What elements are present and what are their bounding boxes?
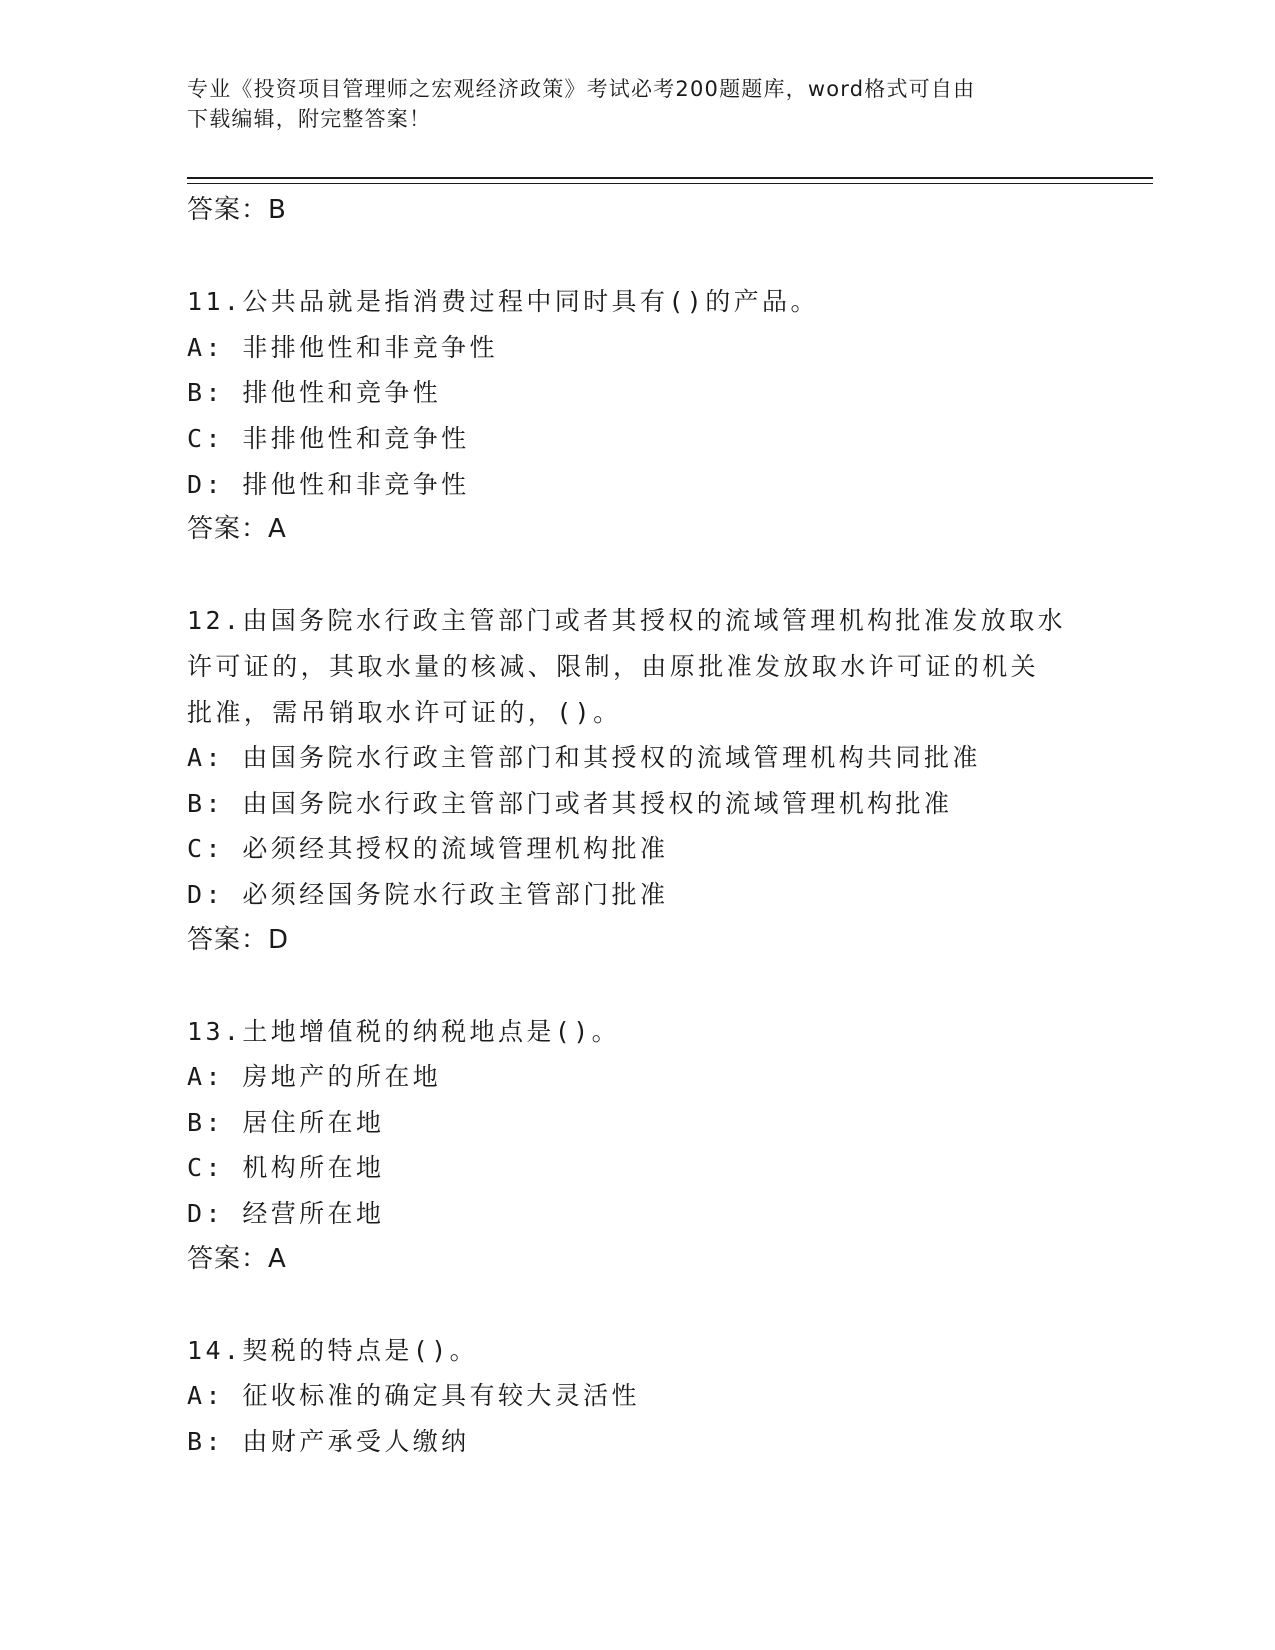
question-11 (187, 279, 1153, 553)
question-14 (187, 1328, 1153, 1465)
option-d: D: 经营所在地 (187, 1199, 385, 1229)
header-line-1: 专业《投资项目管理师之宏观经济政策》考试必考200题题库，word格式可自由 (187, 77, 976, 101)
option-b: B: 居住所在地 (187, 1107, 385, 1137)
question-text: 11.公共品就是指消费过程中同时具有()的产品。 (187, 287, 819, 317)
question-text: 13.土地增值税的纳税地点是()。 (187, 1016, 621, 1046)
option-a: A: 征收标准的确定具有较大灵活性 (187, 1381, 640, 1411)
question-text: 14.契税的特点是()。 (187, 1335, 479, 1365)
answer-line: 答案：A (187, 514, 287, 545)
option-b: B: 由国务院水行政主管部门或者其授权的流域管理机构批准 (187, 788, 953, 818)
option-c: C: 非排他性和竞争性 (187, 423, 470, 453)
answer-line: 答案：A (187, 1243, 287, 1274)
answer-line-prev: 答案：B (187, 195, 287, 225)
option-a: A: 非排他性和非竞争性 (187, 332, 498, 362)
spacer (187, 1282, 1153, 1328)
option-c: C: 必须经其授权的流域管理机构批准 (187, 834, 669, 864)
document-header (187, 74, 1087, 134)
question-list (187, 188, 1153, 1465)
header-divider-thin (187, 183, 1153, 184)
spacer (187, 963, 1153, 1009)
option-b: B: 排他性和竞争性 (187, 378, 442, 408)
spacer (187, 553, 1153, 599)
question-text-line-3: 批准，需吊销取水许可证的，()。 (187, 697, 622, 727)
answer-line: 答案：D (187, 924, 290, 955)
option-a: A: 由国务院水行政主管部门和其授权的流域管理机构共同批准 (187, 743, 981, 773)
question-13 (187, 1009, 1153, 1283)
option-b: B: 由财产承受人缴纳 (187, 1427, 470, 1457)
question-12 (187, 598, 1153, 963)
header-line-2: 下载编辑，附完整答案！ (187, 107, 432, 131)
option-a: A: 房地产的所在地 (187, 1062, 442, 1092)
option-d: D: 必须经国务院水行政主管部门批准 (187, 879, 669, 909)
header-divider-thick (187, 177, 1153, 179)
question-text-line-1: 12.由国务院水行政主管部门或者其授权的流域管理机构批准发放取水 (187, 606, 1066, 636)
question-text-line-2: 许可证的，其取水量的核减、限制，由原批准发放取水许可证的机关 (187, 651, 1040, 681)
option-d: D: 排他性和非竞争性 (187, 469, 470, 499)
spacer (187, 234, 1153, 280)
option-c: C: 机构所在地 (187, 1153, 385, 1183)
